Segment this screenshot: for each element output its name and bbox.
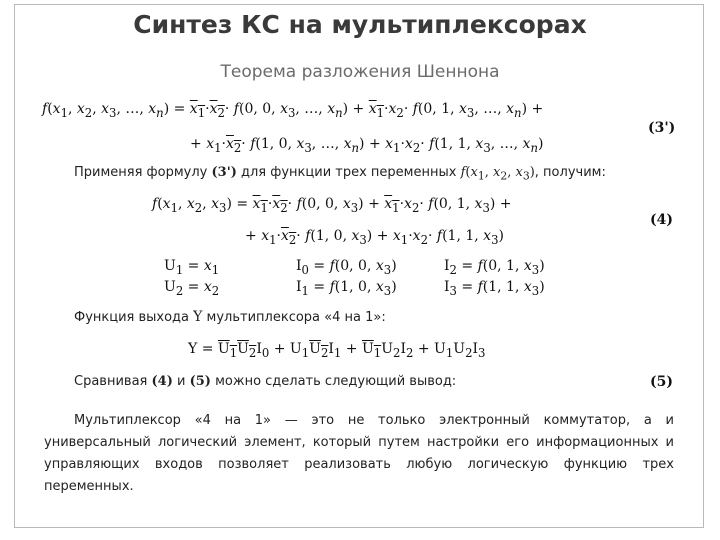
formula-3-line-1: $f(x_1$, $x_2$, $x_3$, …, $x_n) = x_1\cdot x_2\cdot f(0$, 0, $x_3$, …, $x_n) + x_1\cdot x_2\cdot f(0$, 1, $x_3$, …, $x_n$) + [42, 101, 544, 120]
assign-u2: $U_2 = x_2$ [164, 279, 220, 298]
slide-title: Синтез КС на мультиплексорах [133, 10, 587, 39]
formula-3-line-2: + $x_1\cdot x_2\cdot f(1$, 0, $x_3$, …, $x_n) + x_1\cdot x_2\cdot f(1$, 1, $x_3$, …, $x_n$) [190, 136, 544, 155]
slide-subtitle: Теорема разложения Шеннона [220, 62, 500, 82]
assign-i1: $I_1 = f(1$, 0, $x_3$) [296, 279, 397, 298]
formula-3-number: (3') [648, 120, 676, 136]
formula-5-number: (5) [650, 374, 673, 390]
conclusion-paragraph: Мультиплексор «4 на 1» — это не только электронный коммутатор, а и универсальный логический элемент, который путем настройки его информационных и управляющих входов позволяет реализовать любую логическую функцию трех переменных. [44, 413, 674, 494]
mux-sentence: Функция выхода Y мультиплексора «4 на 1»: [74, 309, 386, 325]
apply-sentence: Применяя формулу (3') для функции трех переменных $f(x_1$, $x_2$, $x_3$), получим: [74, 165, 606, 183]
assign-i2: $I_2 = f(0$, 1, $x_3$) [444, 258, 545, 277]
assign-i3: $I_3 = f(1$, 1, $x_3$) [444, 279, 545, 298]
formula-y: $Y = U_1U_2I_0 + U_1U_2I_1 + U_1U_2I_2 + U_1U_2I_3$ [188, 341, 486, 360]
formula-4-number: (4) [650, 212, 673, 228]
compare-sentence: Сравнивая (4) и (5) можно сделать следующий вывод: [74, 374, 457, 389]
assign-i0: $I_0 = f(0$, 0, $x_3$) [296, 258, 397, 277]
formula-4-line-1: $f(x_1$, $x_2$, $x_3) = x_1\cdot x_2\cdot f(0$, 0, $x_3) + x_1\cdot x_2\cdot f(0$, 1, $x_3$) + [152, 196, 512, 215]
formula-4-line-2: + $x_1\cdot x_2\cdot f(1$, 0, $x_3) + x_1\cdot x_2\cdot f(1$, 1, $x_3$) [245, 228, 504, 247]
assign-u1: $U_1 = x_1$ [164, 258, 220, 277]
